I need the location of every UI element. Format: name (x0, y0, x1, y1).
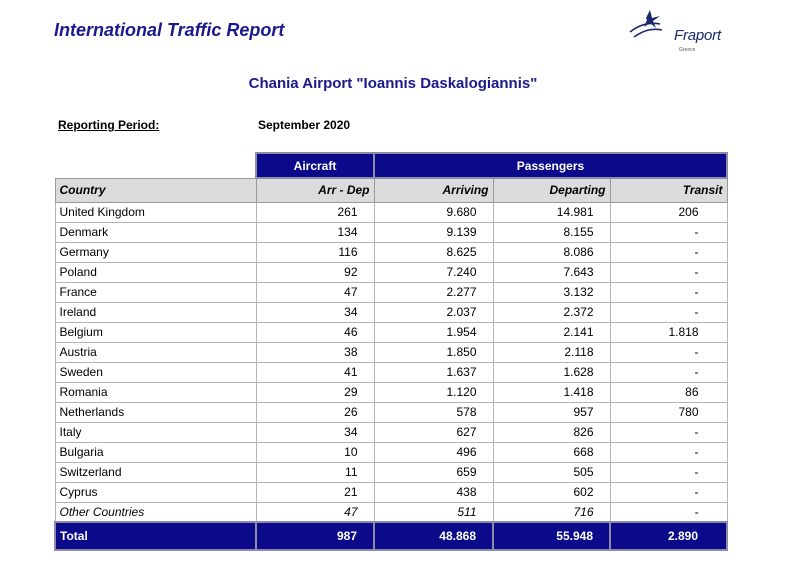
arriving-cell: 438 (374, 482, 493, 502)
table-row (55, 382, 727, 402)
table-row (55, 482, 727, 502)
arr-dep-cell: 134 (256, 222, 374, 242)
table-row (55, 442, 727, 462)
table-row (55, 222, 727, 242)
country-cell: Netherlands (55, 402, 256, 422)
arriving-cell: 496 (374, 442, 493, 462)
airport-title: Chania Airport "Ioannis Daskalogiannis" (248, 75, 538, 92)
arr-dep-cell: 11 (256, 462, 374, 482)
arriving-cell: 578 (374, 402, 493, 422)
passengers-group-header: Passengers (374, 153, 727, 178)
traffic-table (54, 152, 728, 551)
arr-dep-cell: 261 (256, 202, 374, 222)
logo-subtext: Greece (679, 47, 696, 53)
column-header-departing: Departing (493, 178, 610, 202)
transit-cell: - (610, 342, 727, 362)
country-cell: Belgium (55, 322, 256, 342)
departing-cell: 3.132 (493, 282, 610, 302)
blank-cell (55, 153, 256, 178)
arr-dep-cell: 10 (256, 442, 374, 462)
table-row (55, 422, 727, 442)
table-row (55, 322, 727, 342)
table-row (55, 242, 727, 262)
total-arr-dep-cell: 987 (256, 522, 374, 550)
departing-cell: 2.118 (493, 342, 610, 362)
transit-cell: - (610, 282, 727, 302)
departing-cell: 1.628 (493, 362, 610, 382)
reporting-period-value: September 2020 (258, 118, 351, 132)
country-cell: Germany (55, 242, 256, 262)
column-header-arriving: Arriving (374, 178, 493, 202)
transit-cell: 206 (610, 202, 727, 222)
departing-cell: 602 (493, 482, 610, 502)
transit-cell: - (610, 502, 727, 522)
departing-cell: 505 (493, 462, 610, 482)
aircraft-group-header: Aircraft (256, 153, 374, 178)
arriving-cell: 2.277 (374, 282, 493, 302)
country-cell: Romania (55, 382, 256, 402)
transit-cell: - (610, 302, 727, 322)
departing-cell: 2.141 (493, 322, 610, 342)
country-cell: United Kingdom (55, 202, 256, 222)
departing-cell: 1.418 (493, 382, 610, 402)
transit-cell: - (610, 422, 727, 442)
transit-cell: - (610, 442, 727, 462)
arriving-cell: 9.680 (374, 202, 493, 222)
arr-dep-cell: 29 (256, 382, 374, 402)
report-title: International Traffic Report (54, 20, 285, 40)
table-row (55, 462, 727, 482)
transit-cell: 1.818 (610, 322, 727, 342)
logo-text: Fraport (674, 27, 721, 44)
arriving-cell: 8.625 (374, 242, 493, 262)
country-cell: France (55, 282, 256, 302)
arr-dep-cell: 116 (256, 242, 374, 262)
arriving-cell: 9.139 (374, 222, 493, 242)
column-header-country: Country (55, 178, 256, 202)
table-row (55, 262, 727, 282)
departing-cell: 14.981 (493, 202, 610, 222)
country-cell: Sweden (55, 362, 256, 382)
table-row (55, 282, 727, 302)
table-row-other-countries (55, 502, 727, 522)
arr-dep-cell: 34 (256, 422, 374, 442)
table-row (55, 302, 727, 322)
country-cell: Other Countries (55, 502, 256, 522)
arriving-cell: 511 (374, 502, 493, 522)
country-cell: Italy (55, 422, 256, 442)
transit-cell: - (610, 462, 727, 482)
transit-cell: 86 (610, 382, 727, 402)
transit-cell: - (610, 482, 727, 502)
arr-dep-cell: 92 (256, 262, 374, 282)
arr-dep-cell: 21 (256, 482, 374, 502)
arr-dep-cell: 46 (256, 322, 374, 342)
arriving-cell: 7.240 (374, 262, 493, 282)
country-cell: Bulgaria (55, 442, 256, 462)
total-label-cell: Total (55, 522, 256, 550)
country-cell: Cyprus (55, 482, 256, 502)
table-row (55, 202, 727, 222)
departing-cell: 668 (493, 442, 610, 462)
country-cell: Poland (55, 262, 256, 282)
country-cell: Denmark (55, 222, 256, 242)
arr-dep-cell: 26 (256, 402, 374, 422)
table-row (55, 402, 727, 422)
total-arriving-cell: 48.868 (374, 522, 493, 550)
departing-cell: 8.155 (493, 222, 610, 242)
table-row-total (55, 522, 727, 550)
arriving-cell: 1.954 (374, 322, 493, 342)
arr-dep-cell: 47 (256, 282, 374, 302)
transit-cell: - (610, 242, 727, 262)
transit-cell: 780 (610, 402, 727, 422)
table-row (55, 342, 727, 362)
transit-cell: - (610, 362, 727, 382)
column-header-transit: Transit (610, 178, 727, 202)
arriving-cell: 659 (374, 462, 493, 482)
reporting-period-label: Reporting Period: (58, 118, 160, 132)
total-departing-cell: 55.948 (493, 522, 610, 550)
arr-dep-cell: 41 (256, 362, 374, 382)
country-cell: Ireland (55, 302, 256, 322)
arr-dep-cell: 34 (256, 302, 374, 322)
arriving-cell: 1.637 (374, 362, 493, 382)
country-cell: Austria (55, 342, 256, 362)
transit-cell: - (610, 262, 727, 282)
departing-cell: 957 (493, 402, 610, 422)
table-row (55, 362, 727, 382)
total-transit-cell: 2.890 (610, 522, 727, 550)
departing-cell: 8.086 (493, 242, 610, 262)
departing-cell: 2.372 (493, 302, 610, 322)
departing-cell: 826 (493, 422, 610, 442)
arriving-cell: 1.120 (374, 382, 493, 402)
transit-cell: - (610, 222, 727, 242)
arriving-cell: 2.037 (374, 302, 493, 322)
arr-dep-cell: 38 (256, 342, 374, 362)
arr-dep-cell: 47 (256, 502, 374, 522)
arriving-cell: 1.850 (374, 342, 493, 362)
column-header-arr-dep: Arr - Dep (256, 178, 374, 202)
departing-cell: 7.643 (493, 262, 610, 282)
country-cell: Switzerland (55, 462, 256, 482)
arriving-cell: 627 (374, 422, 493, 442)
departing-cell: 716 (493, 502, 610, 522)
